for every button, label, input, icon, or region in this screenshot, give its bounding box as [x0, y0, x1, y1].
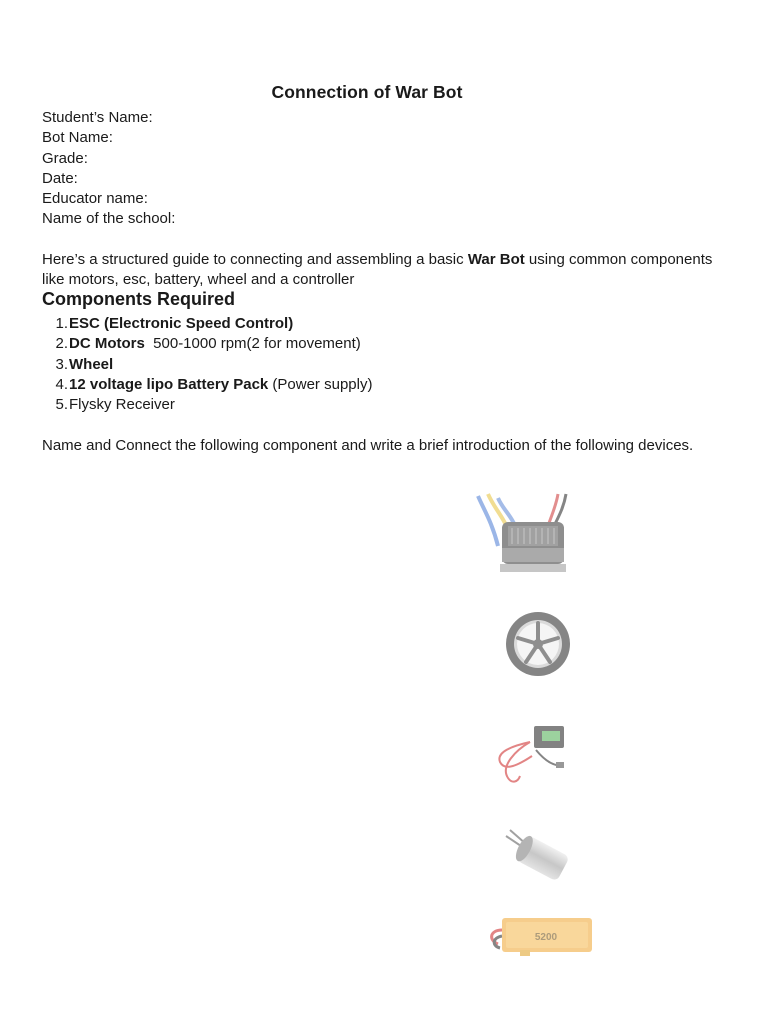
student-name-field: Student’s Name:: [42, 109, 153, 126]
esc-image: [474, 492, 574, 574]
list-item: [42, 395, 372, 415]
list-number: 1.: [55, 315, 68, 332]
task-instructions: Name and Connect the following component and write a brief introduction of the following devices.: [42, 437, 694, 454]
date-field: Date:: [42, 169, 78, 187]
intro-text-after: using common components like motors, esc, battery, wheel and a controller: [42, 251, 713, 289]
list-item-bold: ESC (Electronic Speed Control): [69, 315, 294, 332]
list-item-text: (Power supply): [268, 375, 373, 393]
battery-image: [484, 910, 596, 960]
list-item-text: 500-1000 rpm(2 for movement): [144, 335, 361, 353]
bot-name-field: Bot Name:: [42, 129, 113, 147]
intro-paragraph: [42, 250, 722, 291]
student-info-fields: [42, 108, 175, 230]
list-item-bold: DC Motors: [69, 335, 145, 353]
intro-text-before: Here’s a structured guide to connecting and assembling a basic: [42, 251, 468, 268]
list-number: 4.: [55, 375, 68, 393]
list-item: [42, 375, 372, 395]
document-title: Connection of War Bot: [271, 82, 463, 102]
list-item-text: Flysky Receiver: [69, 396, 175, 414]
educator-name-field: Educator name:: [42, 190, 148, 208]
receiver-image: [494, 722, 570, 794]
motor-image: [504, 826, 574, 886]
list-item: [42, 314, 372, 334]
list-item-bold: Wheel: [69, 355, 114, 373]
list-number: 3.: [55, 355, 68, 373]
grade-field: Grade:: [42, 149, 88, 167]
list-number: 5.: [55, 396, 68, 414]
list-item: [42, 334, 372, 354]
battery-label: 5200: [534, 932, 558, 943]
intro-bold-text: War Bot: [467, 251, 525, 268]
wheel-image: [502, 608, 574, 680]
school-name-field: Name of the school:: [42, 210, 176, 228]
components-list: [42, 314, 372, 415]
list-number: 2.: [55, 335, 68, 353]
components-heading: Components Required: [42, 289, 236, 309]
list-item-bold: 12 voltage lipo Battery Pack: [69, 375, 269, 393]
list-item: [42, 355, 372, 375]
